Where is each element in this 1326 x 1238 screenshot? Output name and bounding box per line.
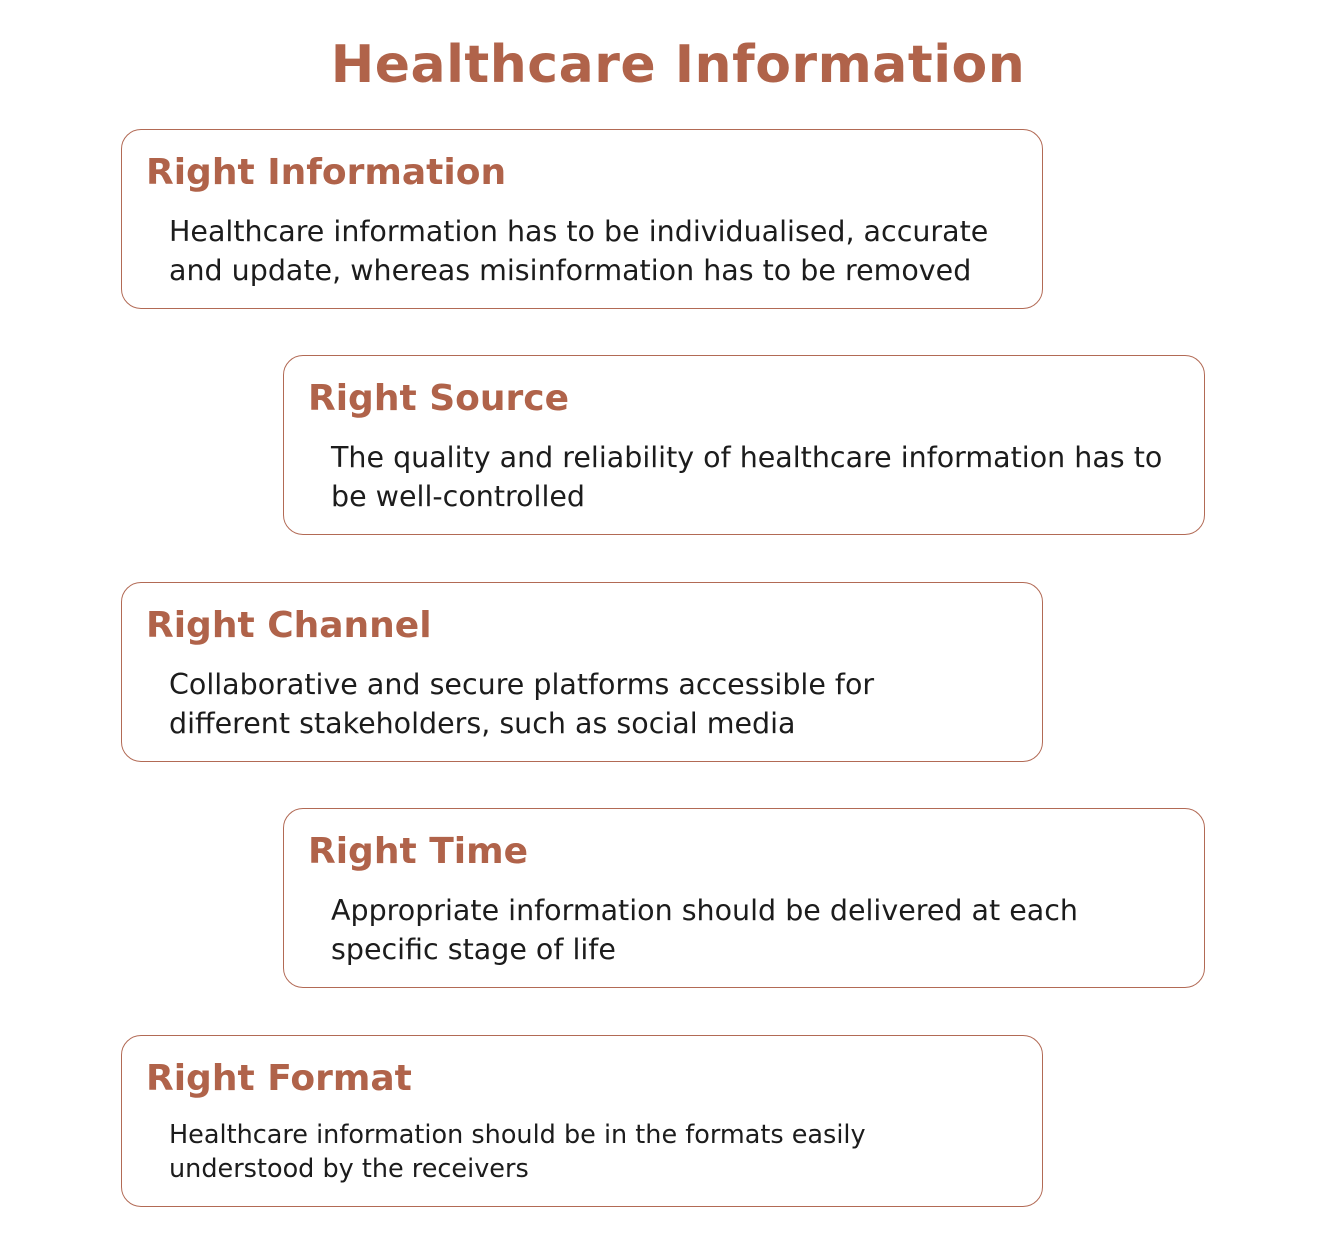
card-heading: Right Format [146, 1058, 412, 1099]
card-right-format [121, 1035, 1043, 1207]
card-heading: Right Source [308, 378, 569, 419]
card-description: Appropriate information should be delivered at each specific stage of life [331, 894, 1078, 966]
card-heading: Right Channel [146, 605, 432, 646]
card-right-information [121, 129, 1043, 309]
card-right-time [283, 808, 1205, 988]
card-heading: Right Time [308, 831, 529, 872]
card-description: Healthcare information has to be individualised, accurate and update, whereas misinformation has to be removed [169, 215, 989, 287]
card-right-source [283, 355, 1205, 535]
card-description: Collaborative and secure platforms accessible for different stakeholders, such as social media [169, 668, 875, 740]
page-title: Healthcare Information [330, 35, 1026, 95]
card-right-channel [121, 582, 1043, 762]
card-heading: Right Information [146, 152, 507, 193]
card-description: The quality and reliability of healthcare information has to be well-controlled [331, 441, 1163, 513]
card-description: Healthcare information should be in the formats easily understood by the receivers [169, 1120, 866, 1184]
